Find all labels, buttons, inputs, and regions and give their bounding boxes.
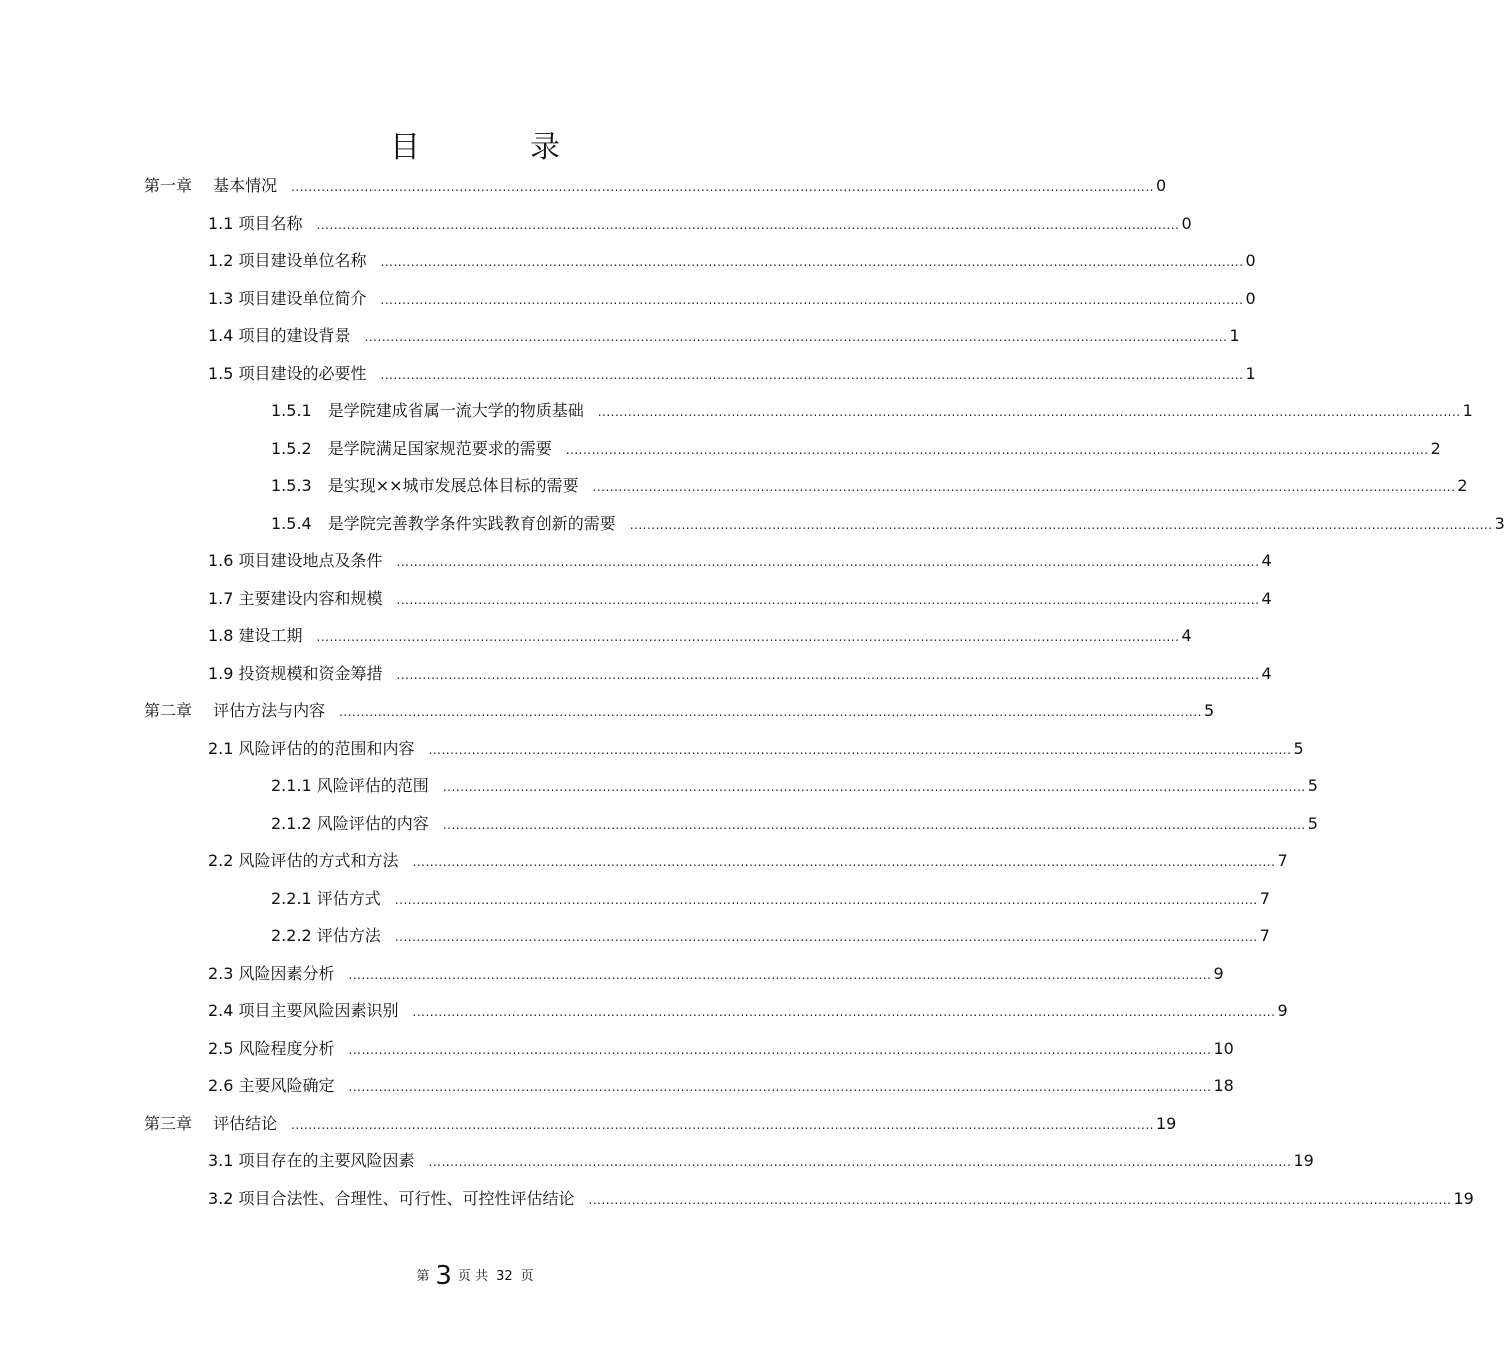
toc-leader-dots: ........................................................................................................................................................................................................ <box>380 255 1244 269</box>
toc-entry-label: 1.7 主要建设内容和规模 <box>208 588 383 608</box>
toc-entry-page: 10 <box>1213 1038 1234 1058</box>
toc-entry[interactable] <box>271 924 1270 948</box>
toc-entry[interactable] <box>208 549 1272 573</box>
toc-entry-label: 1.5.2 是学院满足国家规范要求的需要 <box>271 438 552 458</box>
toc-leader-dots: ........................................................................................................................................................................................................ <box>380 292 1244 307</box>
toc-entry-label: 3.1 项目存在的主要风险因素 <box>208 1151 415 1170</box>
toc-entry[interactable] <box>271 474 1468 498</box>
toc-leader-dots: ........................................................................................................................................................................................................ <box>588 1192 1452 1207</box>
toc-leader-dots: ........................................................................................................................................................................................................ <box>428 1155 1292 1169</box>
toc-entry[interactable] <box>208 1074 1234 1098</box>
toc-entry-page: 18 <box>1213 1076 1234 1095</box>
toc-entry-label: 2.1 风险评估的的范围和内容 <box>208 738 415 758</box>
toc-entry-label: 1.9 投资规模和资金筹措 <box>208 663 383 683</box>
toc-entry-label: 1.8 建设工期 <box>208 626 303 645</box>
toc-entry[interactable] <box>271 437 1441 461</box>
toc-entry-page: 1 <box>1462 401 1473 420</box>
toc-leader-dots: ........................................................................................................................................................................................................ <box>442 817 1306 832</box>
toc-entry-page: 7 <box>1277 851 1288 870</box>
toc-entry-label: 2.6 主要风险确定 <box>208 1076 335 1095</box>
toc-entry[interactable] <box>208 1187 1474 1211</box>
toc-entry[interactable] <box>208 849 1288 873</box>
toc-leader-dots: ........................................................................................................................................................................................................ <box>394 930 1258 944</box>
toc-leader-dots: ........................................................................................................................................................................................................ <box>316 217 1180 232</box>
toc-leader-dots: ........................................................................................................................................................................................................ <box>592 480 1456 494</box>
toc-entry[interactable] <box>144 1112 1177 1136</box>
toc-entry-label: 2.2 风险评估的方式和方法 <box>208 851 399 870</box>
toc-entry-page: 1 <box>1229 326 1240 345</box>
toc-leader-dots: ........................................................................................................................................................................................................ <box>348 1042 1212 1057</box>
toc-leader-dots: ........................................................................................................................................................................................................ <box>291 1117 1154 1132</box>
toc-entry-page: 4 <box>1261 588 1272 608</box>
toc-leader-dots: ........................................................................................................................................................................................................ <box>565 442 1429 457</box>
toc-leader-dots: ........................................................................................................................................................................................................ <box>291 180 1154 194</box>
toc-entry-page: 19 <box>1155 1113 1177 1133</box>
toc-entry[interactable] <box>208 1037 1234 1061</box>
toc-entry-page: 5 <box>1307 813 1318 833</box>
toc-entry[interactable] <box>208 962 1224 986</box>
toc-leader-dots: ........................................................................................................................................................................................................ <box>348 1080 1212 1094</box>
toc-entry[interactable] <box>208 212 1192 236</box>
toc-entry-label: 1.5.4 是学院完善教学条件实践教育创新的需要 <box>271 513 616 533</box>
footer-current-page: 3 <box>435 1261 452 1291</box>
toc-leader-dots: ........................................................................................................................................................................................................ <box>396 667 1260 682</box>
footer-suffix: 页 <box>520 1269 534 1284</box>
toc-leader-dots: ........................................................................................................................................................................................................ <box>396 555 1260 569</box>
toc-entry[interactable] <box>271 887 1270 911</box>
toc-entry-page: 9 <box>1277 1001 1288 1020</box>
footer-prefix: 第 <box>416 1269 430 1284</box>
toc-entry-page: 0 <box>1245 251 1256 270</box>
toc-leader-dots: ........................................................................................................................................................................................................ <box>396 592 1260 607</box>
page-footer <box>0 1262 950 1291</box>
toc-entry[interactable] <box>208 624 1192 648</box>
toc-entry-label: 1.5.3 是实现××城市发展总体目标的需要 <box>271 476 579 495</box>
toc-entry-label: 第二章 评估方法与内容 <box>144 701 326 720</box>
toc-entry[interactable] <box>208 999 1288 1023</box>
toc-entry[interactable] <box>271 774 1318 798</box>
toc-entry-label: 第一章 基本情况 <box>144 176 278 195</box>
toc-entry-label: 第三章 评估结论 <box>144 1113 278 1133</box>
toc-leader-dots: ........................................................................................................................................................................................................ <box>316 630 1180 644</box>
toc-entry-page: 7 <box>1259 926 1270 945</box>
toc-entry[interactable] <box>208 737 1304 761</box>
toc-entry-label: 1.5 项目建设的必要性 <box>208 363 367 383</box>
toc-entry-label: 1.6 项目建设地点及条件 <box>208 551 383 570</box>
toc-title: 目 录 <box>390 130 600 165</box>
toc-entry-label: 2.1.1 风险评估的范围 <box>271 776 429 795</box>
toc-entry-page: 2 <box>1457 476 1468 495</box>
toc-entry[interactable] <box>208 249 1256 273</box>
toc-entry-page: 0 <box>1245 288 1256 308</box>
toc-entry-page: 5 <box>1293 738 1304 758</box>
toc-entry-page: 2 <box>1430 438 1441 458</box>
toc-leader-dots: ........................................................................................................................................................................................................ <box>597 405 1461 419</box>
toc-leader-dots: ........................................................................................................................................................................................................ <box>348 967 1212 982</box>
toc-leader-dots: ........................................................................................................................................................................................................ <box>394 892 1258 907</box>
toc-entry[interactable] <box>208 662 1272 686</box>
toc-entry[interactable] <box>208 324 1240 348</box>
toc-leader-dots: ........................................................................................................................................................................................................ <box>412 855 1276 869</box>
toc-leader-dots: ........................................................................................................................................................................................................ <box>629 517 1493 532</box>
toc-entry-page: 5 <box>1307 776 1318 795</box>
toc-entry-page: 3 <box>1494 513 1505 533</box>
toc-entry[interactable] <box>208 287 1256 311</box>
footer-total-pages: 32 <box>496 1269 513 1284</box>
toc-leader-dots: ........................................................................................................................................................................................................ <box>428 742 1292 757</box>
toc-entry-label: 2.2.2 评估方法 <box>271 926 381 945</box>
toc-leader-dots: ........................................................................................................................................................................................................ <box>412 1005 1276 1019</box>
toc-entry-page: 4 <box>1261 663 1272 683</box>
toc-leader-dots: ........................................................................................................................................................................................................ <box>380 367 1244 382</box>
toc-entry-label: 2.2.1 评估方式 <box>271 888 381 908</box>
toc-entry-label: 1.1 项目名称 <box>208 213 303 233</box>
toc-leader-dots: ........................................................................................................................................................................................................ <box>364 330 1228 344</box>
toc-entry-page: 0 <box>1155 176 1167 195</box>
toc-entry-page: 5 <box>1203 701 1215 720</box>
toc-entry-label: 2.3 风险因素分析 <box>208 963 335 983</box>
toc-entry-label: 1.5.1 是学院建成省属一流大学的物质基础 <box>271 401 584 420</box>
toc-entry-page: 4 <box>1181 626 1192 645</box>
toc-entry[interactable] <box>271 399 1473 423</box>
toc-entry-page: 4 <box>1261 551 1272 570</box>
toc-entry-label: 1.3 项目建设单位简介 <box>208 288 367 308</box>
toc-entry-label: 2.1.2 风险评估的内容 <box>271 813 429 833</box>
toc-entry[interactable] <box>208 362 1256 386</box>
toc-entry-page: 0 <box>1181 213 1192 233</box>
toc-entry-page: 19 <box>1453 1188 1474 1208</box>
footer-mid: 页 共 <box>457 1269 489 1284</box>
toc-entry-label: 3.2 项目合法性、合理性、可行性、可控性评估结论 <box>208 1188 575 1208</box>
toc-entry-label: 2.4 项目主要风险因素识别 <box>208 1001 399 1020</box>
toc-leader-dots: ........................................................................................................................................................................................................ <box>339 705 1202 719</box>
toc-entry[interactable] <box>144 174 1167 198</box>
toc-entry-label: 2.5 风险程度分析 <box>208 1038 335 1058</box>
toc-entry-page: 9 <box>1213 963 1224 983</box>
toc-entry-label: 1.2 项目建设单位名称 <box>208 251 367 270</box>
toc-entry-page: 7 <box>1259 888 1270 908</box>
toc-entry-page: 19 <box>1293 1151 1314 1170</box>
toc-entry-page: 1 <box>1245 363 1256 383</box>
toc-entry[interactable] <box>271 512 1505 536</box>
toc-entry[interactable] <box>144 699 1215 723</box>
toc-entry-label: 1.4 项目的建设背景 <box>208 326 351 345</box>
toc-entry[interactable] <box>208 587 1272 611</box>
toc-leader-dots: ........................................................................................................................................................................................................ <box>442 780 1306 794</box>
toc-entry[interactable] <box>208 1149 1314 1173</box>
toc-entry[interactable] <box>271 812 1318 836</box>
